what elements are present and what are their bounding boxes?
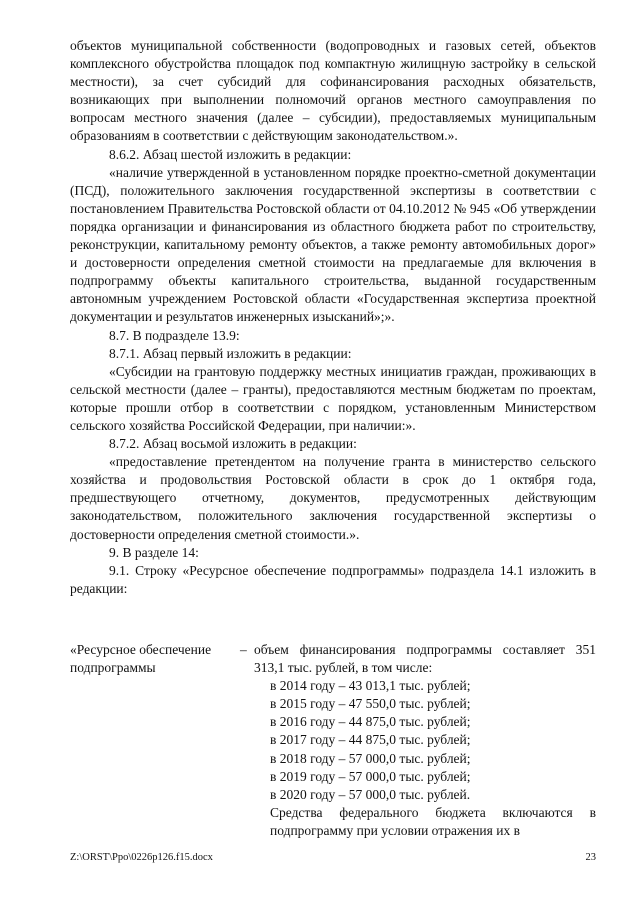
resource-table-label: «Ресурсное обеспечение подпрограммы [70,642,212,676]
paragraph-8-7-2-text: «предоставление претендентом на получение гранта в министерство сельского хозяйства и продовольствия Ростовской области в срок до 1 октября года, предшествующего отчетному, документов, предусмотренных действующим законодательством, положительного заключения государственной экспертизы о достоверности определения сметной стоимости.». [70,454,596,542]
resource-table-intro: объем финансирования подпрограммы составляет 351 313,1 тыс. рублей, в том числе: [254,642,596,676]
paragraph-8-6-2-text: «наличие утвержденной в установленном порядке проектно-сметной документации (ПСД), положительного заключения государственной экспертизы в соответствии с постановлением Правительства Ростовской области от 04.10.2012 № 945 «Об утверждении порядка организации и финансирования из областного бюджета работ по строительству, реконструкции, капитальному ремонту объектов, а также ремонту автомобильных дорог» и достоверности определения сметной стоимости на предлагаемые для включения в подпрограмму объекты капитального строительства, выданной государственным автономным учреждением Ростовской области «Государственная экспертиза проектной документации и результатов инженерных изысканий»;». [70,164,596,325]
paragraph-continuation: объектов муниципальной собственности (водопроводных и газовых сетей, объектов комплексного обустройства площадок под компактную жилищную застройку в сельской местности), за счет субсидий для софинансирования расходных обязательств, возникающих при выполнении полномочий органов местного самоуправления по вопросам местного значения (далее – субсидии), предоставляемых муниципальным образованиям в соответствии с действующим законодательством.». [70,38,596,144]
year-amount-2018: в 2018 году – 57 000,0 тыс. рублей; [270,750,471,766]
year-amount-2019: в 2019 году – 57 000,0 тыс. рублей; [270,768,471,784]
paragraph-8-7-1-heading: 8.7.1. Абзац первый изложить в редакции: [109,345,352,361]
file-path: Z:\ORST\Ppo\0226p126.f15.docx [70,852,213,863]
page-footer [70,852,596,863]
year-amount-2017: в 2017 году – 44 875,0 тыс. рублей; [270,732,471,748]
resource-table-content [254,641,596,840]
paragraph-8-6-2-heading: 8.6.2. Абзац шестой изложить в редакции: [109,146,352,162]
paragraph-8-7-1-text: «Субсидии на грантовую поддержку местных инициатив граждан, проживающих в сельской местности (далее – гранты), предоставляются местным бюджетам по проектам, которые прошли отбор в соответствии с порядком, установленным Министерством сельского хозяйства Российской Федерации, при наличии:». [70,363,596,433]
year-amount-2020: в 2020 году – 57 000,0 тыс. рублей. [270,786,471,802]
year-amount-2015: в 2015 году – 47 550,0 тыс. рублей; [270,696,471,712]
paragraph-9-heading: 9. В разделе 14: [109,544,199,560]
resource-table [70,641,596,840]
year-amount-2014: в 2014 году – 43 013,1 тыс. рублей; [270,678,471,694]
resource-table-note: Средства федерального бюджета включаются в подпрограмму при условии отражения их в [270,804,596,838]
paragraph-9-1-text: 9.1. Строку «Ресурсное обеспечение подпрограммы» подраздела 14.1 изложить в редакции: [70,562,596,596]
year-amount-2016: в 2016 году – 44 875,0 тыс. рублей; [270,714,471,730]
document-body [70,37,596,598]
paragraph-8-7-heading: 8.7. В подразделе 13.9: [109,327,240,343]
page-number: 23 [585,852,596,863]
resource-table-years [254,677,596,804]
paragraph-8-7-2-heading: 8.7.2. Абзац восьмой изложить в редакции: [109,436,357,452]
resource-table-dash: – [240,642,247,657]
